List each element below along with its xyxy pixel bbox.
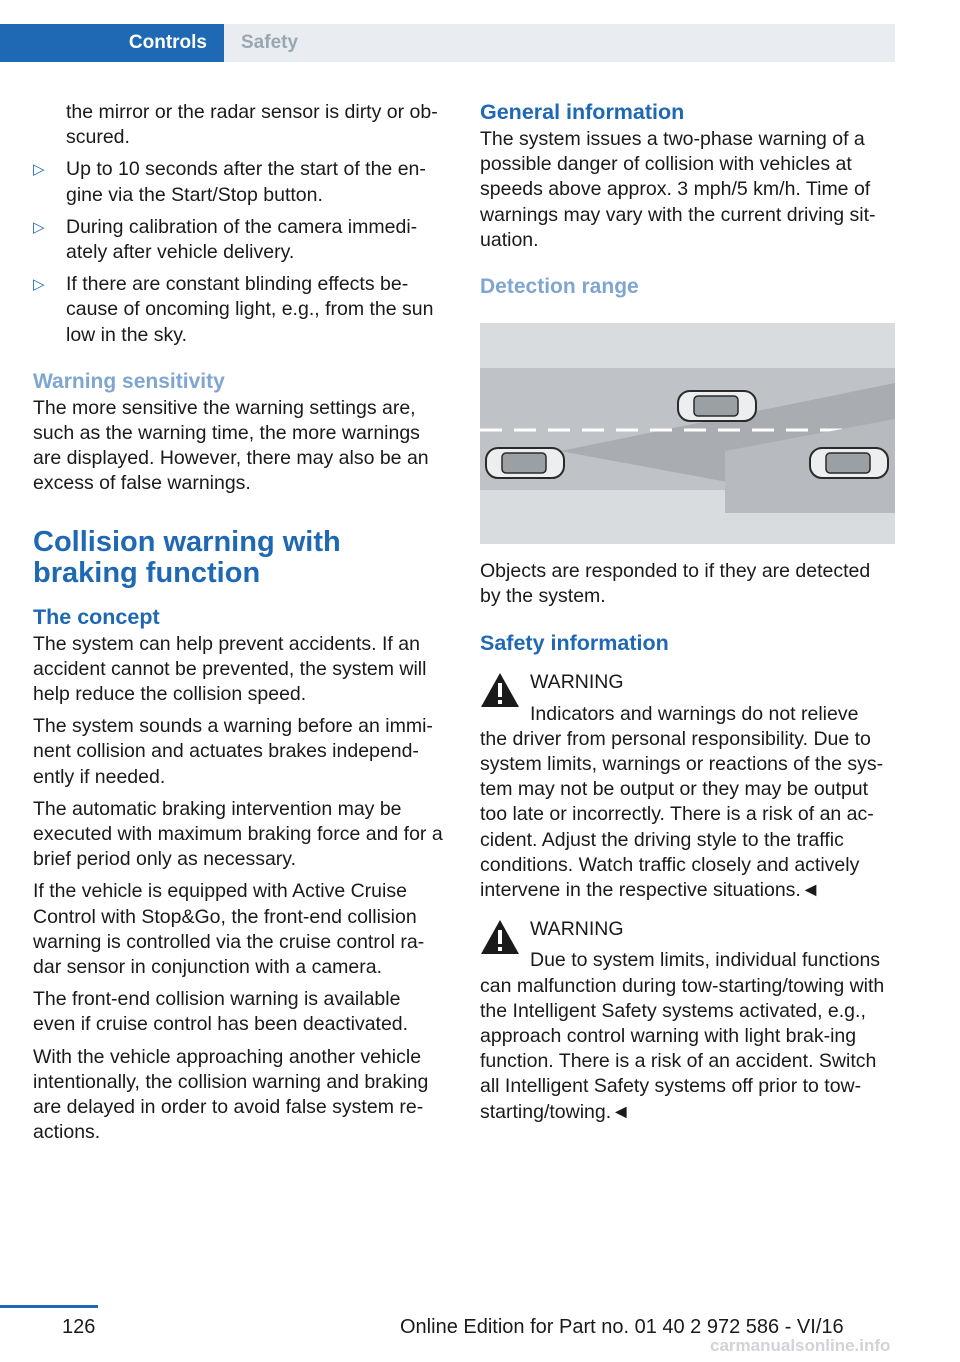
body-paragraph: With the vehicle approaching another vehicle intentionally, the collision warning and braking are delayed in order to avoid false system re-actions. — [33, 1045, 429, 1144]
warning-text: can malfunction during tow-starting/towing with the Intelligent Safety systems activated, e.g., approach control warning with light brak-ing function. There is a risk of an accident. Switch all Intelligent Safety systems off prior to tow-starting/towing.◄ — [480, 974, 885, 1123]
warning-text: Due to system limits, individual functions — [530, 949, 881, 972]
section-title: Collision warning with braking function — [33, 525, 341, 589]
right-column — [480, 100, 896, 1137]
concept-heading: The concept — [33, 604, 160, 629]
car-icon — [810, 448, 888, 478]
warning-triangle-icon — [480, 672, 520, 708]
bullet-triangle-icon: ▷ — [33, 276, 45, 294]
body-paragraph: If the vehicle is equipped with Active Cruise Control with Stop&Go, the front-end collision warning is controlled via the cruise control ra-dar sensor in conjunction with a camera. — [33, 880, 425, 979]
general-information-text: The system issues a two-phase warning of a possible danger of collision with vehicles at speeds above approx. 3 mph/5 km/h. Time of warnings may vary with the current driving sit-uation. — [480, 128, 876, 251]
warning-sensitivity-heading: Warning sensitivity — [33, 369, 225, 393]
list-item: ▷ If there are constant blinding effects be-cause of oncoming light, e.g., from the sun low in the sky. — [33, 273, 434, 346]
footer-rule — [0, 1305, 98, 1308]
general-information-heading: General information — [480, 100, 685, 124]
left-column — [33, 100, 448, 1153]
bullet-triangle-icon: ▷ — [33, 218, 45, 236]
car-icon — [486, 448, 564, 478]
detection-range-illustration — [480, 323, 895, 544]
warning-block — [480, 670, 896, 903]
body-paragraph: The front-end collision warning is available even if cruise control has been deactivated. — [33, 988, 409, 1036]
figure-caption: Objects are responded to if they are detected by the system. — [480, 560, 871, 608]
warning-label: WARNING — [530, 671, 624, 694]
condition-list — [33, 100, 448, 348]
warning-block — [480, 917, 896, 1125]
warning-triangle-icon — [480, 919, 520, 955]
body-paragraph: The automatic braking intervention may be executed with maximum braking force and for a brief period only as necessary. — [33, 797, 443, 871]
page-number: 126 — [62, 1316, 96, 1338]
warning-text: Indicators and warnings do not relieve — [530, 702, 859, 725]
warning-label: WARNING — [530, 918, 624, 941]
car-icon — [678, 391, 756, 421]
list-item: ▷ Up to 10 seconds after the start of the en-gine via the Start/Stop button. — [33, 158, 426, 206]
body-paragraph: The system sounds a warning before an immi-nent collision and actuates brakes independ-ently if needed. — [33, 715, 433, 788]
section-tab-bar — [0, 24, 895, 62]
safety-information-heading: Safety information — [480, 631, 669, 656]
edition-footer: Online Edition for Part no. 01 40 2 972 586 - VI/16 — [400, 1316, 844, 1338]
tab-safety[interactable]: Safety — [241, 32, 299, 53]
body-paragraph: The system can help prevent accidents. If an accident cannot be prevented, the system will help reduce the collision speed. — [33, 632, 427, 706]
detection-range-heading: Detection range — [480, 275, 639, 299]
bullet-triangle-icon: ▷ — [33, 161, 45, 179]
warning-text: the driver from personal responsibility. Due to system limits, warnings or reactions of the sys-tem may not be output or they may be output too late or incorrectly. There is a risk of an ac-cident. Adjust the driving style to the traffic conditions. Watch traffic closely and actively intervene in the respective situations.◄ — [480, 727, 884, 902]
list-item: ▷ During calibration of the camera immedi-ately after vehicle delivery. — [33, 215, 418, 264]
watermark: carmanualsonline.info — [710, 1336, 891, 1355]
list-item: the mirror or the radar sensor is dirty or ob-scured. — [66, 101, 438, 149]
tab-controls[interactable]: Controls — [0, 24, 224, 62]
warning-sensitivity-text: The more sensitive the warning settings are, such as the warning time, the more warnings are displayed. However, there may also be an excess of false warnings. — [33, 396, 429, 495]
